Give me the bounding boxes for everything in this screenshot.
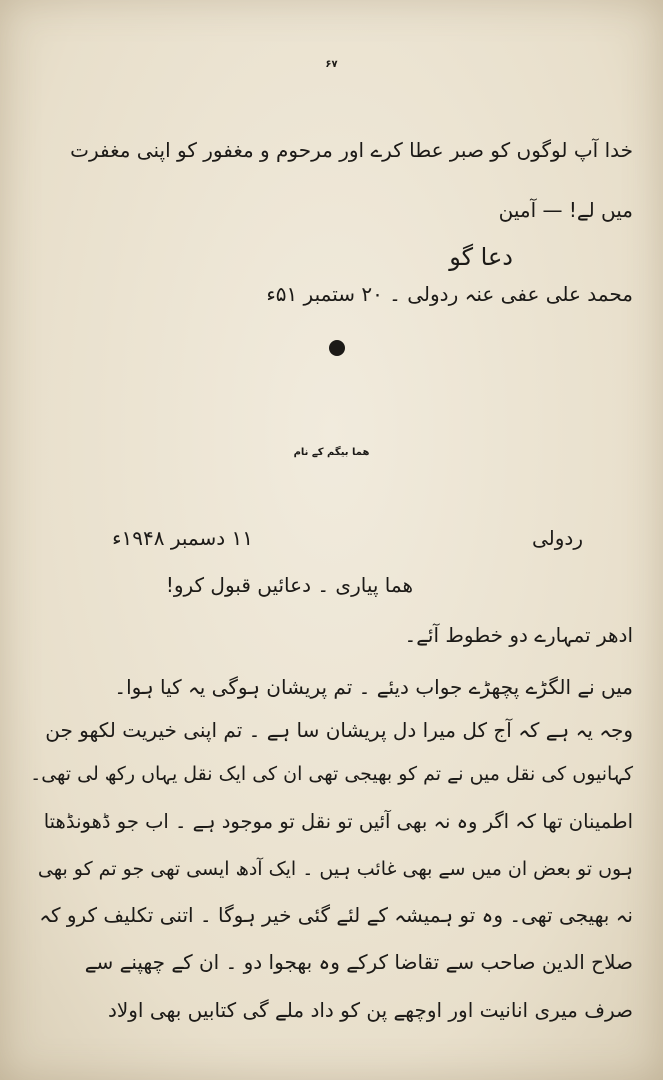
prev-letter-line-2: میں لے! — آمین: [498, 198, 633, 222]
letter-date: ۱۱ دسمبر ۱۹۴۸ء: [112, 526, 253, 550]
letter-title: ھما بیگم کے نام: [293, 447, 370, 458]
letter-line-1: ادھر تمہارے دو خطوط آئے۔: [404, 623, 633, 647]
letter-place: ردولی: [532, 526, 583, 550]
letter-line-8: صلاح الدین صاحب سے تقاضا کرکے وہ بھجوا دو ۔ ان کے چھپنے سے: [84, 950, 633, 974]
letter-line-6: ہوں تو بعض ان میں سے بھی غائب ہیں ۔ ایک آدھ ایسی تھی جو تم کو بھی: [37, 858, 633, 880]
letter-line-9: صرف میری انانیت اور اوچھے پن کو داد ملے گی کتابیں بھی اولاد: [107, 998, 633, 1022]
letter-line-4: کہانیوں کی نقل میں نے تم کو بھیجی تھی ان کی ایک نقل یہاں رکھ لی تھی۔: [30, 763, 633, 785]
letter-line-2: میں نے الگڑے پچھڑے جواب دیئے ۔ تم پریشان ہوگی یہ کیا ہوا۔: [114, 675, 633, 699]
section-separator-dot: [329, 340, 345, 356]
page-number: ۶۷: [325, 59, 338, 70]
letter-line-5: اطمینان تھا کہ اگر وہ نہ بھی آئیں تو نقل تو موجود ہے ۔ اب جو ڈھونڈھتا: [43, 810, 633, 833]
letter-line-3: وجہ یہ ہے کہ آج کل میرا دل پریشان سا ہے ۔ تم اپنی خیریت لکھو جن: [45, 718, 633, 742]
closing-text: دعا گو: [449, 243, 513, 271]
letter-greeting: ھما پیاری ۔ دعائیں قبول کرو!: [165, 573, 413, 597]
prev-letter-line-1: خدا آپ لوگوں کو صبر عطا کرے اور مرحوم و مغفور کو اپنی مغفرت: [70, 138, 633, 162]
signature-line: محمد علی عفی عنہ ردولی ۔ ۲۰ ستمبر ۵۱ء: [266, 282, 633, 306]
letter-line-7: نہ بھیجی تھی۔ وہ تو ہمیشہ کے لئے گئی خیر ہوگا ۔ اتنی تکلیف کرو کہ: [39, 903, 633, 927]
